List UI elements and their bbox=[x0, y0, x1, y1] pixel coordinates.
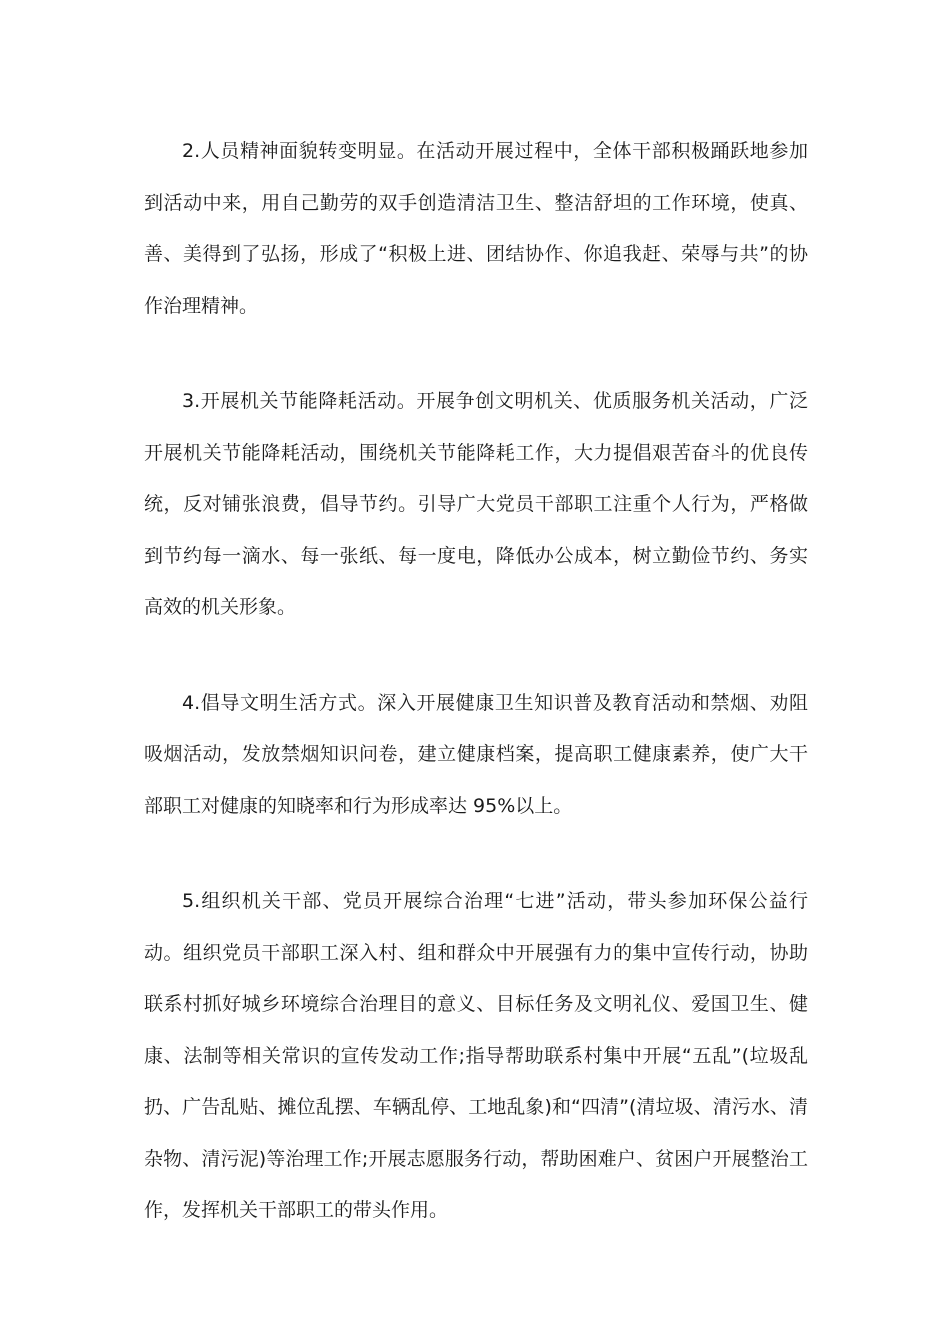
paragraph-2: 2.人员精神面貌转变明显。在活动开展过程中，全体干部积极踊跃地参加到活动中来，用自己勤劳的双手创造清洁卫生、整洁舒坦的工作环境，使真、善、美得到了弘扬，形成了“积极上进、团结协作、你追我赶、荣辱与共”的协作治理精神。 bbox=[144, 140, 808, 317]
paragraph-4: 4.倡导文明生活方式。深入开展健康卫生知识普及教育活动和禁烟、劝阻吸烟活动，发放禁烟知识问卷，建立健康档案，提高职工健康素养，使广大干部职工对健康的知晓率和行为形成率达 95%以上。 bbox=[144, 691, 808, 817]
document-body bbox=[144, 126, 808, 1281]
paragraph-5: 5.组织机关干部、党员开展综合治理“七进”活动，带头参加环保公益行动。组织党员干部职工深入村、组和群众中开展强有力的集中宣传行动，协助联系村抓好城乡环境综合治理目的意义、目标任务及文明礼仪、爱国卫生、健康、法制等相关常识的宣传发动工作;指导帮助联系村集中开展“五乱”(垃圾乱扔、广告乱贴、摊位乱摆、车辆乱停、工地乱象)和“四清”(清垃圾、清污水、清杂物、清污泥)等治理工作;开展志愿服务行动，帮助困难户、贫困户开展整治工作，发挥机关干部职工的带头作用。 bbox=[144, 890, 808, 1221]
paragraph-3: 3.开展机关节能降耗活动。开展争创文明机关、优质服务机关活动，广泛开展机关节能降耗活动，围绕机关节能降耗工作，大力提倡艰苦奋斗的优良传统，反对铺张浪费，倡导节约。引导广大党员干部职工注重个人行为，严格做到节约每一滴水、每一张纸、每一度电，降低办公成本，树立勤俭节约、务实高效的机关形象。 bbox=[144, 390, 808, 618]
